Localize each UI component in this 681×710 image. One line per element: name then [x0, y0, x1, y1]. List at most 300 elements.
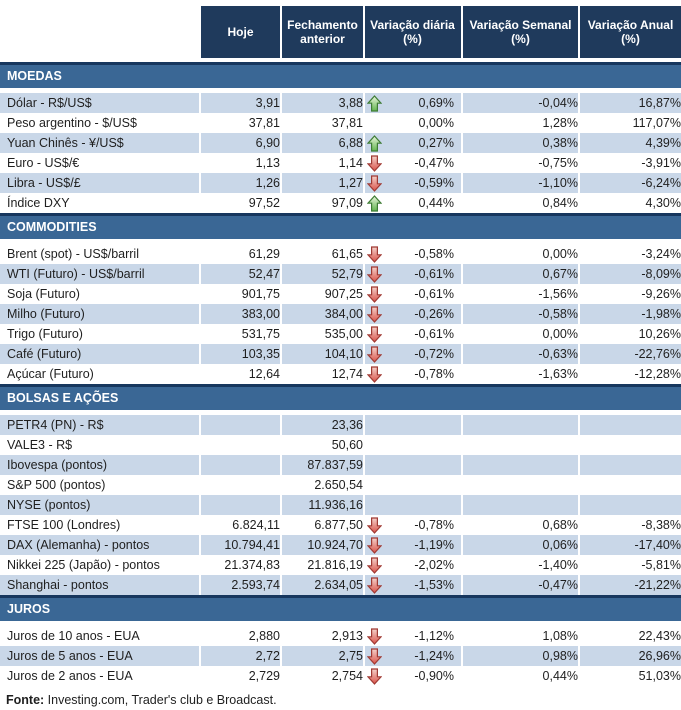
- cell-variacao-semanal: [463, 435, 580, 455]
- down-arrow-icon: [367, 537, 383, 554]
- table-row-shanghai-pontos: [0, 575, 681, 595]
- cell-hoje: [201, 304, 282, 324]
- down-arrow-icon: [367, 306, 383, 323]
- table-row-dax-alemanha-pontos: [0, 535, 681, 555]
- cell-variacao-anual: [580, 133, 681, 153]
- table-row-cafe-futuro: [0, 344, 681, 364]
- cell-variacao-semanal: [463, 535, 580, 555]
- cell-variacao-diaria: [365, 364, 463, 384]
- cell-variacao-anual: [580, 555, 681, 575]
- cell-hoje-value: 1,26: [255, 176, 280, 190]
- cell-fechamento-anterior: [282, 304, 365, 324]
- cell-hoje-value: 103,35: [241, 347, 280, 361]
- cell-variacao-semanal-value: 0,98%: [542, 649, 578, 663]
- cell-variacao-anual: [580, 344, 681, 364]
- cell-variacao-anual: [580, 244, 681, 264]
- down-arrow-icon: [367, 175, 383, 192]
- cell-hoje: [201, 113, 282, 133]
- cell-variacao-diaria: [365, 515, 463, 535]
- cell-variacao-semanal: [463, 646, 580, 666]
- cell-hoje-value: 21.374,83: [224, 558, 280, 572]
- cell-hoje: [201, 344, 282, 364]
- cell-variacao-anual-value: -9,26%: [641, 287, 681, 301]
- cell-fechamento-anterior-value: 535,00: [324, 327, 363, 341]
- cell-hoje-value: 6.824,11: [232, 518, 280, 532]
- cell-variacao-semanal: [463, 244, 580, 264]
- cell-variacao-semanal: [463, 284, 580, 304]
- cell-variacao-diaria: [365, 304, 463, 324]
- cell-hoje: [201, 153, 282, 173]
- cell-hoje-value: 2,72: [255, 649, 280, 663]
- cell-variacao-diaria: [365, 626, 463, 646]
- cell-variacao-diaria-value: 0,27%: [418, 136, 454, 150]
- row-label: Libra - US$/£: [0, 173, 201, 193]
- column-header-variacao-semanal: Variação Semanal (%): [463, 6, 580, 58]
- row-label: Juros de 10 anos - EUA: [0, 626, 201, 646]
- cell-hoje: [201, 495, 282, 515]
- cell-variacao-anual-value: -17,40%: [634, 538, 681, 552]
- cell-fechamento-anterior-value: 87.837,59: [307, 458, 363, 472]
- cell-fechamento-anterior: [282, 495, 365, 515]
- row-label: Peso argentino - $/US$: [0, 113, 201, 133]
- cell-variacao-diaria-value: -1,53%: [414, 578, 454, 592]
- cell-fechamento-anterior: [282, 646, 365, 666]
- row-label: Nikkei 225 (Japão) - pontos: [0, 555, 201, 575]
- cell-hoje: [201, 626, 282, 646]
- down-arrow-icon: [367, 577, 383, 594]
- cell-variacao-anual-value: 16,87%: [638, 96, 681, 110]
- down-arrow-icon: [367, 366, 383, 383]
- cell-variacao-semanal: [463, 475, 580, 495]
- arrow-placeholder: [367, 477, 383, 494]
- row-label: Dólar - R$/US$: [0, 93, 201, 113]
- cell-variacao-anual: [580, 626, 681, 646]
- cell-hoje: [201, 666, 282, 686]
- cell-variacao-anual: [580, 646, 681, 666]
- cell-hoje-value: 2,729: [248, 669, 280, 683]
- cell-fechamento-anterior-value: 1,14: [338, 156, 363, 170]
- table-row-euro-us: [0, 153, 681, 173]
- up-arrow-icon: [367, 195, 383, 212]
- cell-fechamento-anterior-value: 6.877,50: [314, 518, 363, 532]
- cell-hoje: [201, 475, 282, 495]
- cell-variacao-anual: [580, 193, 681, 213]
- cell-variacao-diaria: [365, 93, 463, 113]
- cell-variacao-semanal: [463, 495, 580, 515]
- cell-variacao-semanal-value: 0,67%: [542, 267, 578, 281]
- table-row-trigo-futuro: [0, 324, 681, 344]
- cell-variacao-semanal: [463, 515, 580, 535]
- row-label: NYSE (pontos): [0, 495, 201, 515]
- row-label: Brent (spot) - US$/barril: [0, 244, 201, 264]
- cell-hoje-value: 2.593,74: [231, 578, 280, 592]
- row-label: DAX (Alemanha) - pontos: [0, 535, 201, 555]
- row-label: Juros de 2 anos - EUA: [0, 666, 201, 686]
- cell-fechamento-anterior-value: 384,00: [324, 307, 363, 321]
- cell-variacao-anual-value: -6,24%: [641, 176, 681, 190]
- table-row-vale3-r: [0, 435, 681, 455]
- cell-variacao-anual: [580, 364, 681, 384]
- cell-fechamento-anterior: [282, 475, 365, 495]
- cell-fechamento-anterior-value: 2,913: [331, 629, 363, 643]
- cell-variacao-semanal-value: -1,10%: [538, 176, 578, 190]
- cell-variacao-anual: [580, 495, 681, 515]
- cell-variacao-semanal-value: -0,04%: [538, 96, 578, 110]
- cell-fechamento-anterior-value: 3,88: [338, 96, 363, 110]
- section-header-moedas: MOEDAS: [0, 62, 681, 88]
- cell-hoje: [201, 455, 282, 475]
- down-arrow-icon: [367, 517, 383, 534]
- cell-fechamento-anterior: [282, 364, 365, 384]
- cell-fechamento-anterior-value: 11.936,16: [308, 498, 363, 512]
- cell-variacao-semanal-value: 0,06%: [542, 538, 578, 552]
- cell-hoje-value: 383,00: [241, 307, 280, 321]
- cell-variacao-anual-value: 26,96%: [638, 649, 681, 663]
- cell-hoje-value: 97,52: [248, 196, 280, 210]
- cell-hoje-value: 61,29: [248, 247, 280, 261]
- table-row-juros-de-2-anos-eua: [0, 666, 681, 686]
- row-label: PETR4 (PN) - R$: [0, 415, 201, 435]
- cell-variacao-diaria-value: -0,78%: [414, 367, 454, 381]
- row-label: Euro - US$/€: [0, 153, 201, 173]
- table-body: [0, 62, 681, 686]
- source-note: [0, 690, 681, 710]
- cell-variacao-diaria-value: -1,12%: [414, 629, 454, 643]
- cell-variacao-diaria: [365, 324, 463, 344]
- down-arrow-icon: [367, 246, 383, 263]
- cell-fechamento-anterior-value: 1,27: [338, 176, 363, 190]
- cell-fechamento-anterior: [282, 435, 365, 455]
- cell-variacao-anual-value: -22,76%: [634, 347, 681, 361]
- source-label: Fonte:: [6, 693, 45, 707]
- cell-variacao-anual: [580, 304, 681, 324]
- cell-variacao-diaria: [365, 555, 463, 575]
- cell-variacao-anual: [580, 535, 681, 555]
- table-row-milho-futuro: [0, 304, 681, 324]
- cell-variacao-diaria-value: -0,72%: [414, 347, 454, 361]
- cell-variacao-diaria: [365, 535, 463, 555]
- column-header-fechamento-anterior: Fechamento anterior: [282, 6, 365, 58]
- cell-fechamento-anterior-value: 10.924,70: [307, 538, 363, 552]
- cell-variacao-semanal: [463, 113, 580, 133]
- cell-variacao-anual-value: 10,26%: [638, 327, 681, 341]
- down-arrow-icon: [367, 557, 383, 574]
- cell-hoje: [201, 324, 282, 344]
- down-arrow-icon: [367, 286, 383, 303]
- row-label: S&P 500 (pontos): [0, 475, 201, 495]
- cell-fechamento-anterior-value: 2,75: [338, 649, 363, 663]
- cell-variacao-diaria: [365, 415, 463, 435]
- cell-variacao-diaria-value: 0,44%: [418, 196, 454, 210]
- cell-fechamento-anterior-value: 23,36: [331, 418, 363, 432]
- table-row-brent-spot-us-barril: [0, 244, 681, 264]
- cell-variacao-diaria-value: -1,19%: [414, 538, 454, 552]
- cell-fechamento-anterior-value: 61,65: [331, 247, 363, 261]
- cell-fechamento-anterior: [282, 133, 365, 153]
- cell-variacao-anual-value: 117,07%: [632, 116, 681, 130]
- cell-hoje: [201, 364, 282, 384]
- cell-variacao-diaria-value: -0,61%: [414, 327, 454, 341]
- cell-variacao-semanal-value: 0,68%: [542, 518, 578, 532]
- row-label: Shanghai - pontos: [0, 575, 201, 595]
- cell-variacao-anual: [580, 475, 681, 495]
- cell-variacao-anual: [580, 173, 681, 193]
- arrow-placeholder: [367, 457, 383, 474]
- down-arrow-icon: [367, 628, 383, 645]
- table-row-acucar-futuro: [0, 364, 681, 384]
- cell-variacao-diaria: [365, 575, 463, 595]
- table-row-peso-argentino-us: [0, 113, 681, 133]
- cell-variacao-anual-value: -21,22%: [634, 578, 681, 592]
- cell-variacao-anual-value: 4,39%: [645, 136, 681, 150]
- cell-variacao-semanal: [463, 264, 580, 284]
- cell-variacao-diaria-value: -0,90%: [414, 669, 454, 683]
- cell-variacao-anual: [580, 575, 681, 595]
- cell-variacao-semanal: [463, 193, 580, 213]
- table-row-juros-de-5-anos-eua: [0, 646, 681, 666]
- cell-hoje: [201, 284, 282, 304]
- cell-hoje-value: 2,880: [248, 629, 280, 643]
- arrow-placeholder: [367, 115, 383, 132]
- table-row-nikkei-225-japao-pontos: [0, 555, 681, 575]
- cell-variacao-semanal-value: -0,75%: [538, 156, 578, 170]
- cell-variacao-anual: [580, 93, 681, 113]
- row-label: Café (Futuro): [0, 344, 201, 364]
- cell-hoje: [201, 173, 282, 193]
- cell-variacao-diaria: [365, 133, 463, 153]
- cell-fechamento-anterior: [282, 555, 365, 575]
- row-label: Yuan Chinês - ¥/US$: [0, 133, 201, 153]
- cell-variacao-semanal: [463, 364, 580, 384]
- cell-variacao-semanal-value: -1,63%: [538, 367, 578, 381]
- cell-hoje: [201, 646, 282, 666]
- cell-variacao-diaria-value: -0,59%: [414, 176, 454, 190]
- cell-fechamento-anterior: [282, 666, 365, 686]
- cell-variacao-diaria: [365, 193, 463, 213]
- cell-variacao-anual-value: 51,03%: [638, 669, 681, 683]
- cell-variacao-anual-value: -8,09%: [641, 267, 681, 281]
- cell-fechamento-anterior: [282, 264, 365, 284]
- cell-variacao-anual-value: -5,81%: [641, 558, 681, 572]
- cell-variacao-diaria: [365, 244, 463, 264]
- cell-variacao-semanal: [463, 324, 580, 344]
- cell-fechamento-anterior-value: 52,79: [331, 267, 363, 281]
- cell-variacao-semanal-value: -0,58%: [538, 307, 578, 321]
- cell-fechamento-anterior: [282, 284, 365, 304]
- cell-hoje-value: 37,81: [248, 116, 280, 130]
- cell-variacao-semanal: [463, 555, 580, 575]
- section-header-juros: JUROS: [0, 595, 681, 621]
- arrow-placeholder: [367, 417, 383, 434]
- cell-hoje-value: 52,47: [248, 267, 280, 281]
- cell-fechamento-anterior: [282, 324, 365, 344]
- cell-variacao-diaria-value: -0,61%: [414, 287, 454, 301]
- cell-variacao-semanal-value: 0,00%: [542, 247, 578, 261]
- table-row-dolar-r-us: [0, 93, 681, 113]
- cell-variacao-semanal-value: 1,28%: [542, 116, 578, 130]
- row-label: Ibovespa (pontos): [0, 455, 201, 475]
- cell-variacao-anual-value: -8,38%: [641, 518, 681, 532]
- cell-hoje-value: 6,90: [255, 136, 280, 150]
- cell-hoje: [201, 535, 282, 555]
- row-label: WTI (Futuro) - US$/barril: [0, 264, 201, 284]
- cell-variacao-diaria-value: -0,61%: [414, 267, 454, 281]
- section-header-commodities: COMMODITIES: [0, 213, 681, 239]
- table-row-petr4-pn-r: [0, 415, 681, 435]
- cell-fechamento-anterior: [282, 344, 365, 364]
- cell-variacao-semanal: [463, 153, 580, 173]
- table-row-nyse-pontos: [0, 495, 681, 515]
- cell-variacao-anual-value: -3,91%: [641, 156, 681, 170]
- cell-variacao-semanal: [463, 304, 580, 324]
- row-label: VALE3 - R$: [0, 435, 201, 455]
- cell-variacao-semanal: [463, 626, 580, 646]
- cell-fechamento-anterior-value: 2.634,05: [314, 578, 363, 592]
- cell-fechamento-anterior: [282, 455, 365, 475]
- cell-variacao-semanal-value: -0,63%: [538, 347, 578, 361]
- up-arrow-icon: [367, 135, 383, 152]
- cell-variacao-diaria-value: 0,00%: [418, 116, 454, 130]
- cell-hoje: [201, 133, 282, 153]
- cell-fechamento-anterior-value: 97,09: [331, 196, 363, 210]
- cell-variacao-diaria-value: -0,26%: [414, 307, 454, 321]
- cell-variacao-diaria: [365, 264, 463, 284]
- cell-variacao-diaria: [365, 173, 463, 193]
- cell-variacao-anual-value: -12,28%: [634, 367, 681, 381]
- cell-variacao-diaria: [365, 475, 463, 495]
- cell-hoje: [201, 515, 282, 535]
- header-corner: [0, 6, 201, 58]
- cell-variacao-semanal: [463, 575, 580, 595]
- cell-variacao-anual: [580, 264, 681, 284]
- cell-variacao-semanal-value: 1,08%: [542, 629, 578, 643]
- column-header-variacao-anual: Variação Anual (%): [580, 6, 681, 58]
- section-header-bolsas-e-acoes: BOLSAS E AÇÕES: [0, 384, 681, 410]
- down-arrow-icon: [367, 668, 383, 685]
- table-row-libra-us: [0, 173, 681, 193]
- arrow-placeholder: [367, 437, 383, 454]
- cell-variacao-anual: [580, 435, 681, 455]
- row-label: Soja (Futuro): [0, 284, 201, 304]
- cell-fechamento-anterior-value: 12,74: [331, 367, 363, 381]
- cell-variacao-diaria: [365, 455, 463, 475]
- row-label: Juros de 5 anos - EUA: [0, 646, 201, 666]
- cell-variacao-diaria-value: -1,24%: [414, 649, 454, 663]
- cell-variacao-anual: [580, 666, 681, 686]
- cell-variacao-semanal-value: -0,47%: [538, 578, 578, 592]
- cell-variacao-anual-value: 4,30%: [645, 196, 681, 210]
- cell-variacao-semanal: [463, 344, 580, 364]
- cell-fechamento-anterior: [282, 575, 365, 595]
- cell-hoje: [201, 435, 282, 455]
- cell-variacao-diaria: [365, 435, 463, 455]
- cell-variacao-anual: [580, 284, 681, 304]
- table-row-ftse-100-londres: [0, 515, 681, 535]
- table-row-wti-futuro-us-barril: [0, 264, 681, 284]
- cell-variacao-semanal-value: 0,84%: [542, 196, 578, 210]
- cell-hoje-value: 12,64: [248, 367, 280, 381]
- cell-variacao-diaria-value: 0,69%: [418, 96, 454, 110]
- row-label: Açúcar (Futuro): [0, 364, 201, 384]
- down-arrow-icon: [367, 648, 383, 665]
- cell-variacao-semanal-value: 0,38%: [542, 136, 578, 150]
- cell-hoje-value: 531,75: [241, 327, 280, 341]
- up-arrow-icon: [367, 95, 383, 112]
- cell-hoje-value: 901,75: [241, 287, 280, 301]
- cell-fechamento-anterior: [282, 415, 365, 435]
- cell-fechamento-anterior-value: 6,88: [338, 136, 363, 150]
- cell-variacao-anual-value: -1,98%: [641, 307, 681, 321]
- cell-fechamento-anterior: [282, 515, 365, 535]
- cell-variacao-diaria: [365, 646, 463, 666]
- cell-variacao-semanal: [463, 666, 580, 686]
- cell-variacao-diaria-value: -0,58%: [414, 247, 454, 261]
- cell-variacao-diaria: [365, 344, 463, 364]
- row-label: Milho (Futuro): [0, 304, 201, 324]
- cell-variacao-anual: [580, 113, 681, 133]
- table-row-s-p-500-pontos: [0, 475, 681, 495]
- cell-variacao-anual: [580, 324, 681, 344]
- down-arrow-icon: [367, 266, 383, 283]
- cell-hoje: [201, 415, 282, 435]
- cell-hoje-value: 1,13: [255, 156, 280, 170]
- cell-fechamento-anterior: [282, 535, 365, 555]
- cell-variacao-diaria: [365, 495, 463, 515]
- cell-variacao-semanal: [463, 415, 580, 435]
- cell-variacao-diaria: [365, 113, 463, 133]
- cell-hoje: [201, 575, 282, 595]
- cell-fechamento-anterior: [282, 113, 365, 133]
- table-row-indice-dxy: [0, 193, 681, 213]
- cell-fechamento-anterior: [282, 153, 365, 173]
- cell-hoje: [201, 264, 282, 284]
- cell-hoje: [201, 93, 282, 113]
- table-header: [0, 6, 681, 58]
- table-row-juros-de-10-anos-eua: [0, 626, 681, 646]
- cell-fechamento-anterior-value: 21.816,19: [307, 558, 363, 572]
- row-label: Trigo (Futuro): [0, 324, 201, 344]
- cell-hoje-value: 10.794,41: [224, 538, 280, 552]
- row-label: Índice DXY: [0, 193, 201, 213]
- cell-fechamento-anterior-value: 37,81: [331, 116, 363, 130]
- cell-variacao-semanal: [463, 133, 580, 153]
- cell-fechamento-anterior: [282, 93, 365, 113]
- cell-variacao-anual-value: -3,24%: [641, 247, 681, 261]
- cell-variacao-anual: [580, 415, 681, 435]
- cell-fechamento-anterior: [282, 626, 365, 646]
- cell-variacao-diaria-value: -2,02%: [414, 558, 454, 572]
- cell-fechamento-anterior: [282, 173, 365, 193]
- cell-variacao-anual: [580, 153, 681, 173]
- cell-variacao-anual: [580, 515, 681, 535]
- cell-fechamento-anterior-value: 2,754: [331, 669, 363, 683]
- cell-variacao-diaria: [365, 666, 463, 686]
- cell-fechamento-anterior-value: 104,10: [324, 347, 363, 361]
- cell-variacao-semanal-value: -1,56%: [538, 287, 578, 301]
- cell-variacao-semanal-value: 0,44%: [542, 669, 578, 683]
- cell-variacao-diaria: [365, 153, 463, 173]
- cell-fechamento-anterior-value: 2.650,54: [314, 478, 363, 492]
- table-row-soja-futuro: [0, 284, 681, 304]
- cell-variacao-diaria-value: -0,47%: [414, 156, 454, 170]
- column-header-variacao-diaria: Variação diária (%): [365, 6, 463, 58]
- down-arrow-icon: [367, 155, 383, 172]
- down-arrow-icon: [367, 326, 383, 343]
- cell-hoje: [201, 193, 282, 213]
- cell-hoje: [201, 244, 282, 264]
- source-text: Investing.com, Trader's club e Broadcast.: [44, 693, 277, 707]
- cell-variacao-diaria-value: -0,78%: [414, 518, 454, 532]
